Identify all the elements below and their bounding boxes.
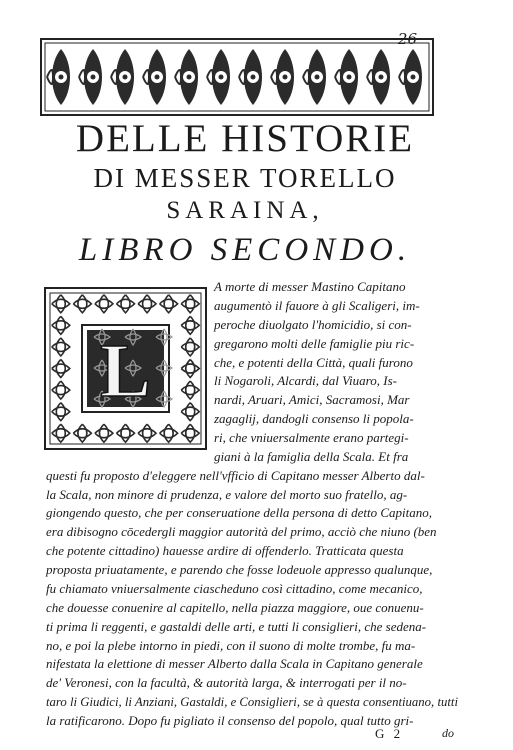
border-motif — [73, 424, 91, 442]
ornament-motif — [207, 49, 230, 105]
text-line: che douesse conuenire al capitello, nella piazza maggiore, oue conuenu- — [46, 599, 424, 615]
ornament-motif — [47, 49, 70, 105]
text-line: la ratificarono. Dopo fu pigliato il consenso del popolo, qual tutto gri- — [46, 713, 414, 728]
text-line: nifestata la elettione di messer Alberto dalla Scala in Capitano generale — [46, 656, 423, 672]
border-motif — [181, 295, 199, 313]
title-line-3: SARAINA, — [166, 197, 324, 224]
border-motif — [52, 338, 70, 356]
text-line: proposta priuatamente, e parendo che fosse lodeuole appresso qualunque, — [46, 562, 433, 577]
text-line: li Nogaroli, Alcardi, dal Viuaro, Is- — [214, 373, 397, 389]
border-motif — [52, 424, 70, 442]
ornament-motif — [111, 49, 134, 105]
text-line: ri, che vniuersalmente erano partegi- — [214, 430, 409, 445]
border-motif — [52, 295, 70, 313]
title-line-1: DELLE HISTORIE — [75, 117, 415, 160]
border-motif — [160, 424, 178, 442]
text-line: la Scala, non minore di prudenza, e valore del morto suo fratello, ag- — [46, 486, 408, 502]
text-line: questi fu proposto d'eleggere nell'vfficio di Capitano messer Alberto dal- — [46, 467, 425, 483]
initial-letter: L — [100, 329, 151, 413]
border-motif — [181, 403, 199, 421]
border-motif — [52, 316, 70, 334]
border-motif — [160, 295, 178, 313]
signature-mark: G 2 — [375, 726, 404, 741]
text-line: che potente cittadino) hauesse ardire di offenderlo. Tratticata questa — [46, 543, 404, 559]
text-line: fu chiamato vniuersalmente ciascheduno così cittadino, come mecanico, — [46, 580, 423, 596]
ornament-motif — [399, 49, 422, 105]
border-motif — [138, 424, 156, 442]
ornament-motif — [239, 49, 262, 105]
ornament-motif — [303, 49, 326, 105]
border-motif — [95, 295, 113, 313]
text-line: nardi, Aruari, Amici, Sacramosi, Mar — [214, 392, 410, 408]
border-motif — [52, 381, 70, 399]
text-line: zagaglij, dandogli consenso li popola- — [214, 411, 414, 427]
border-motif — [117, 295, 135, 313]
ornament-motif — [79, 49, 102, 105]
catchword: do — [442, 726, 454, 740]
text-line: peroche diuolgato l'homicidio, si con- — [214, 316, 412, 332]
text-line: taro li Giudici, li Anziani, Gastaldi, e Consiglieri, se à questa consentiuano, tutti — [46, 694, 458, 710]
border-motif — [181, 424, 199, 442]
book-title: LIBRO SECONDO. — [78, 232, 412, 268]
text-line: A morte di messer Mastino Capitano — [214, 279, 406, 294]
text-line: gregarono molti delle famiglie piu ric- — [214, 335, 415, 351]
floral-ornament-band-icon — [40, 38, 434, 116]
text-line: giani à la famiglia della Scala. Et fra — [214, 448, 409, 464]
ornament-motif — [143, 49, 166, 105]
border-motif — [138, 295, 156, 313]
text-line: no, e poi la plebe intorno in piedi, con il suono di molte trombe, fu ma- — [46, 637, 416, 653]
decorated-initial-icon — [44, 287, 207, 450]
border-motif — [117, 424, 135, 442]
ornament-motif — [271, 49, 294, 105]
text-line: de' Veronesi, con la facultà, & autorità larga, & interrogati per il no- — [46, 675, 407, 691]
title-line-2: DI MESSER TORELLO — [93, 163, 397, 193]
text-line: ti prima li reggenti, e gastaldi delle arti, e tutti li consiglieri, che sedena- — [46, 618, 427, 634]
ornament-motif — [367, 49, 390, 105]
ornament-motif — [335, 49, 358, 105]
border-motif — [181, 381, 199, 399]
page-number: 26 — [397, 30, 417, 48]
border-motif — [181, 316, 199, 334]
border-motif — [181, 338, 199, 356]
border-motif — [52, 403, 70, 421]
border-motif — [73, 295, 91, 313]
text-line: augumentò il fauore à gli Scaligeri, im- — [214, 297, 420, 313]
border-motif — [95, 424, 113, 442]
text-line: giongendo questo, che per conseruatione della persona di detto Capitano, — [46, 505, 432, 521]
border-motif — [52, 360, 70, 378]
text-line: che, e potenti della Città, quali furono — [214, 354, 413, 370]
ornament-motif — [175, 49, 198, 105]
border-motif — [181, 360, 199, 378]
text-line: era dibisogno cōcedergli maggior autorità del primo, acciò che niuno (ben — [46, 524, 437, 540]
